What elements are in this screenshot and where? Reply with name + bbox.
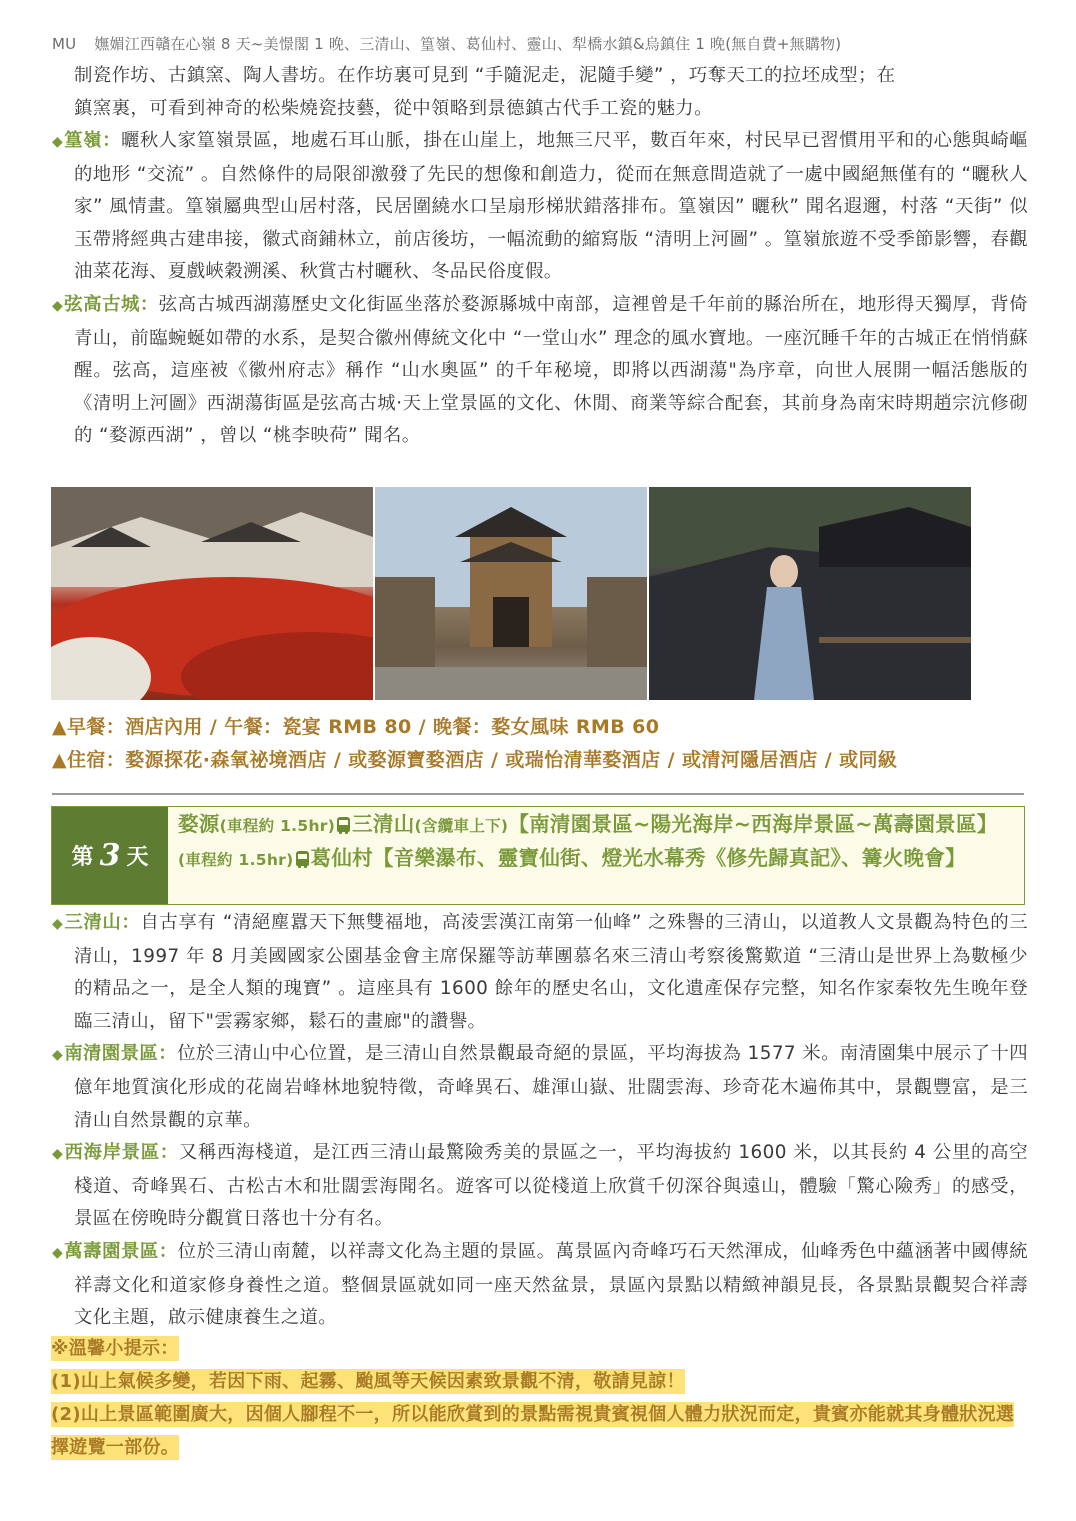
lodging-line: ▲住宿：婺源探花·森氧祕境酒店 / 或婺源寶婺酒店 / 或瑞怡清華婺酒店 / 或清河隱居酒店 / 或同級 <box>52 749 898 771</box>
diamond-bullet-icon: ◆ <box>52 916 64 932</box>
attraction-text: 位於三清山南麓，以祥壽文化為主題的景區。萬景區內奇峰巧石天然渾成，仙峰秀色中蘊涵著中國傳統祥壽文化和道家修身養性之道。整個景區就如同一座天然盆景，景區內景點以精緻神韻見長，各景點景觀契合祥壽文化主題，啟示健康養生之道。 <box>74 1240 1028 1329</box>
attraction-xihaian <box>52 1137 1028 1236</box>
attraction-heading: 弦高古城： <box>64 293 159 315</box>
diamond-bullet-icon: ◆ <box>52 297 64 314</box>
bus-icon <box>337 817 350 832</box>
attraction-heading: 南清園景區： <box>64 1043 178 1065</box>
photo-strip <box>51 487 1019 700</box>
attraction-xiangao <box>52 289 1028 453</box>
attraction-text: 自古享有 “清絕塵囂天下無雙福地，高淩雲漢江南第一仙峰” 之殊譽的三清山，以道教人文景觀為特色的三清山，1997 年 8 月美國國家公園基金會主席保羅等訪華團慕名來三清山考察後驚歎道 “三清山是世界上為數極少的精品之一，是全人類的瑰寶” 。這座具有 1600 餘年的歷史名山，文化遺產保存完整，知名作家秦牧先生晚年登臨三清山，留下"雲霧家鄉，鬆石的畫廊"的讚譽。 <box>74 912 1028 1032</box>
meals-line: ▲早餐：酒店內用 / 午餐：瓷宴 RMB 80 / 晚餐：婺女風味 RMB 60 <box>52 716 660 738</box>
attraction-sanqingshan <box>52 907 1028 1038</box>
attraction-nanqingyuan <box>52 1038 1028 1137</box>
night-illustration <box>649 487 971 700</box>
tip-1: (1)山上氣候多變，若因下雨、起霧、颱風等天候因素致景觀不清，敬請見諒！ <box>51 1371 685 1392</box>
tip-2: (2)山上景區範圍廣大，因個人腳程不一，所以能欣賞到的景點需視貴賓視個人體力狀況而定，貴賓亦能就其身體狀況選擇遊覽一部份。 <box>51 1404 1015 1458</box>
diamond-bullet-icon: ◆ <box>52 1146 64 1163</box>
attraction-heading: 篁嶺： <box>64 130 121 151</box>
photo-drying-chili-village <box>51 487 373 700</box>
day-label: 第 3 天 <box>52 807 168 904</box>
intro-line-1: 制瓷作坊、古鎮窯、陶人書坊。在作坊裏可見到 “手隨泥走，泥隨手變” ，巧奪天工的拉坯成型；在 <box>74 65 896 86</box>
tips-title: ※溫馨小提示： <box>51 1338 179 1359</box>
diamond-bullet-icon: ◆ <box>52 134 64 150</box>
intro-paragraph <box>52 60 1028 125</box>
bus-icon <box>296 851 309 866</box>
day2-attractions <box>52 125 1028 453</box>
day-title: 婺源(車程約 1.5hr) 三清山(含纜車上下)【南清園景區~陽光海岸~西海岸景區~萬壽園景區】(車程約 1.5hr) 葛仙村【音樂瀑布、靈寶仙街、燈光水幕秀《修先歸真記》、篝火晚會】 <box>168 807 1024 904</box>
day-number: 3 <box>99 838 121 873</box>
section-divider <box>52 793 1024 795</box>
page-header <box>52 33 1042 54</box>
gate-illustration <box>375 487 647 700</box>
tour-code: MU <box>52 35 77 53</box>
village-illustration <box>51 487 373 700</box>
attraction-text: 又稱西海棧道，是江西三清山最驚險秀美的景區之一，平均海拔約 1600 米，以其長約 4 公里的高空棧道、奇峰異石、古松古木和壯闊雲海聞名。遊客可以從棧道上欣賞千仞深谷與遠山，體驗「驚心險秀」的感受，景區在傍晚時分觀賞日落也十分有名。 <box>74 1142 1028 1230</box>
attraction-heading: 三清山： <box>64 912 141 933</box>
photo-qipao-lady-night <box>649 487 971 700</box>
photo-ancient-town-gate <box>375 487 647 700</box>
diamond-bullet-icon: ◆ <box>52 1047 64 1064</box>
attraction-wanshouyuan <box>52 1236 1028 1335</box>
intro-line-2: 鎮窯裏，可看到神奇的松柴燒瓷技藝，從中領略到景德鎮古代手工瓷的魅力。 <box>74 97 713 119</box>
day3-header <box>51 806 1025 905</box>
tips-section <box>51 1332 1027 1464</box>
attraction-text: 曬秋人家篁嶺景區，地處石耳山脈，掛在山崖上，地無三尺平，數百年來，村民早已習慣用平和的心態與崎嶇的地形 “交流” 。自然條件的局限卻激發了先民的想像和創造力，從而在無意間造就了一處中國絕無僅有的 “曬秋人家” 風情畫。篁嶺屬典型山居村落，民居圍繞水口呈扇形梯狀錯落排布。篁嶺因” 曬秋” 聞名遐邇，村落 “天街” 似玉帶將經典古建串接，徽式商鋪林立，前店後坊，一幅流動的縮寫版 “清明上河圖” 。篁嶺旅遊不受季節影響，春觀油菜花海、夏戲峽穀溯溪、秋賞古村曬秋、冬品民俗度假。 <box>74 130 1029 283</box>
attraction-heading: 萬壽園景區： <box>64 1240 178 1262</box>
tour-title: 嫵媚江西贛在心嶺 8 天~美憬閣 1 晚、三清山、篁嶺、葛仙村、靈山、犁橋水鎮&烏鎮住 1 晚(無自費+無購物) <box>94 35 842 53</box>
attraction-text: 弦高古城西湖蕩歷史文化街區坐落於婺源縣城中南部，這裡曾是千年前的縣治所在，地形得天獨厚，背倚青山，前臨蜿蜒如帶的水系，是契合徽州傳統文化中 “一堂山水” 理念的風水寶地。一座沉睡千年的古城正在悄悄蘇醒。弦高，這座被《徽州府志》稱作 “山水奧區” 的千年秘境，即將以西湖蕩"為序章，向世人展開一幅活態版的《清明上河圖》西湖蕩街區是弦高古城·天上堂景區的文化、休閒、商業等綜合配套，其前身為南宋時期趙宗沆修砌的 “婺源西湖” ，曾以 “桃李映荷” 聞名。 <box>74 293 1028 447</box>
day3-attractions <box>52 907 1028 1335</box>
diamond-bullet-icon: ◆ <box>52 1244 64 1261</box>
attraction-text: 位於三清山中心位置，是三清山自然景觀最奇絕的景區，平均海拔為 1577 米。南清園集中展示了十四億年地質演化形成的花崗岩峰林地貌特徵，奇峰異石、雄渾山嶽、壯闊雲海、珍奇花木遍佈其中，景觀豐富，是三清山自然景觀的京華。 <box>74 1043 1028 1131</box>
attraction-huangling <box>52 125 1028 289</box>
attraction-heading: 西海岸景區： <box>64 1142 179 1164</box>
